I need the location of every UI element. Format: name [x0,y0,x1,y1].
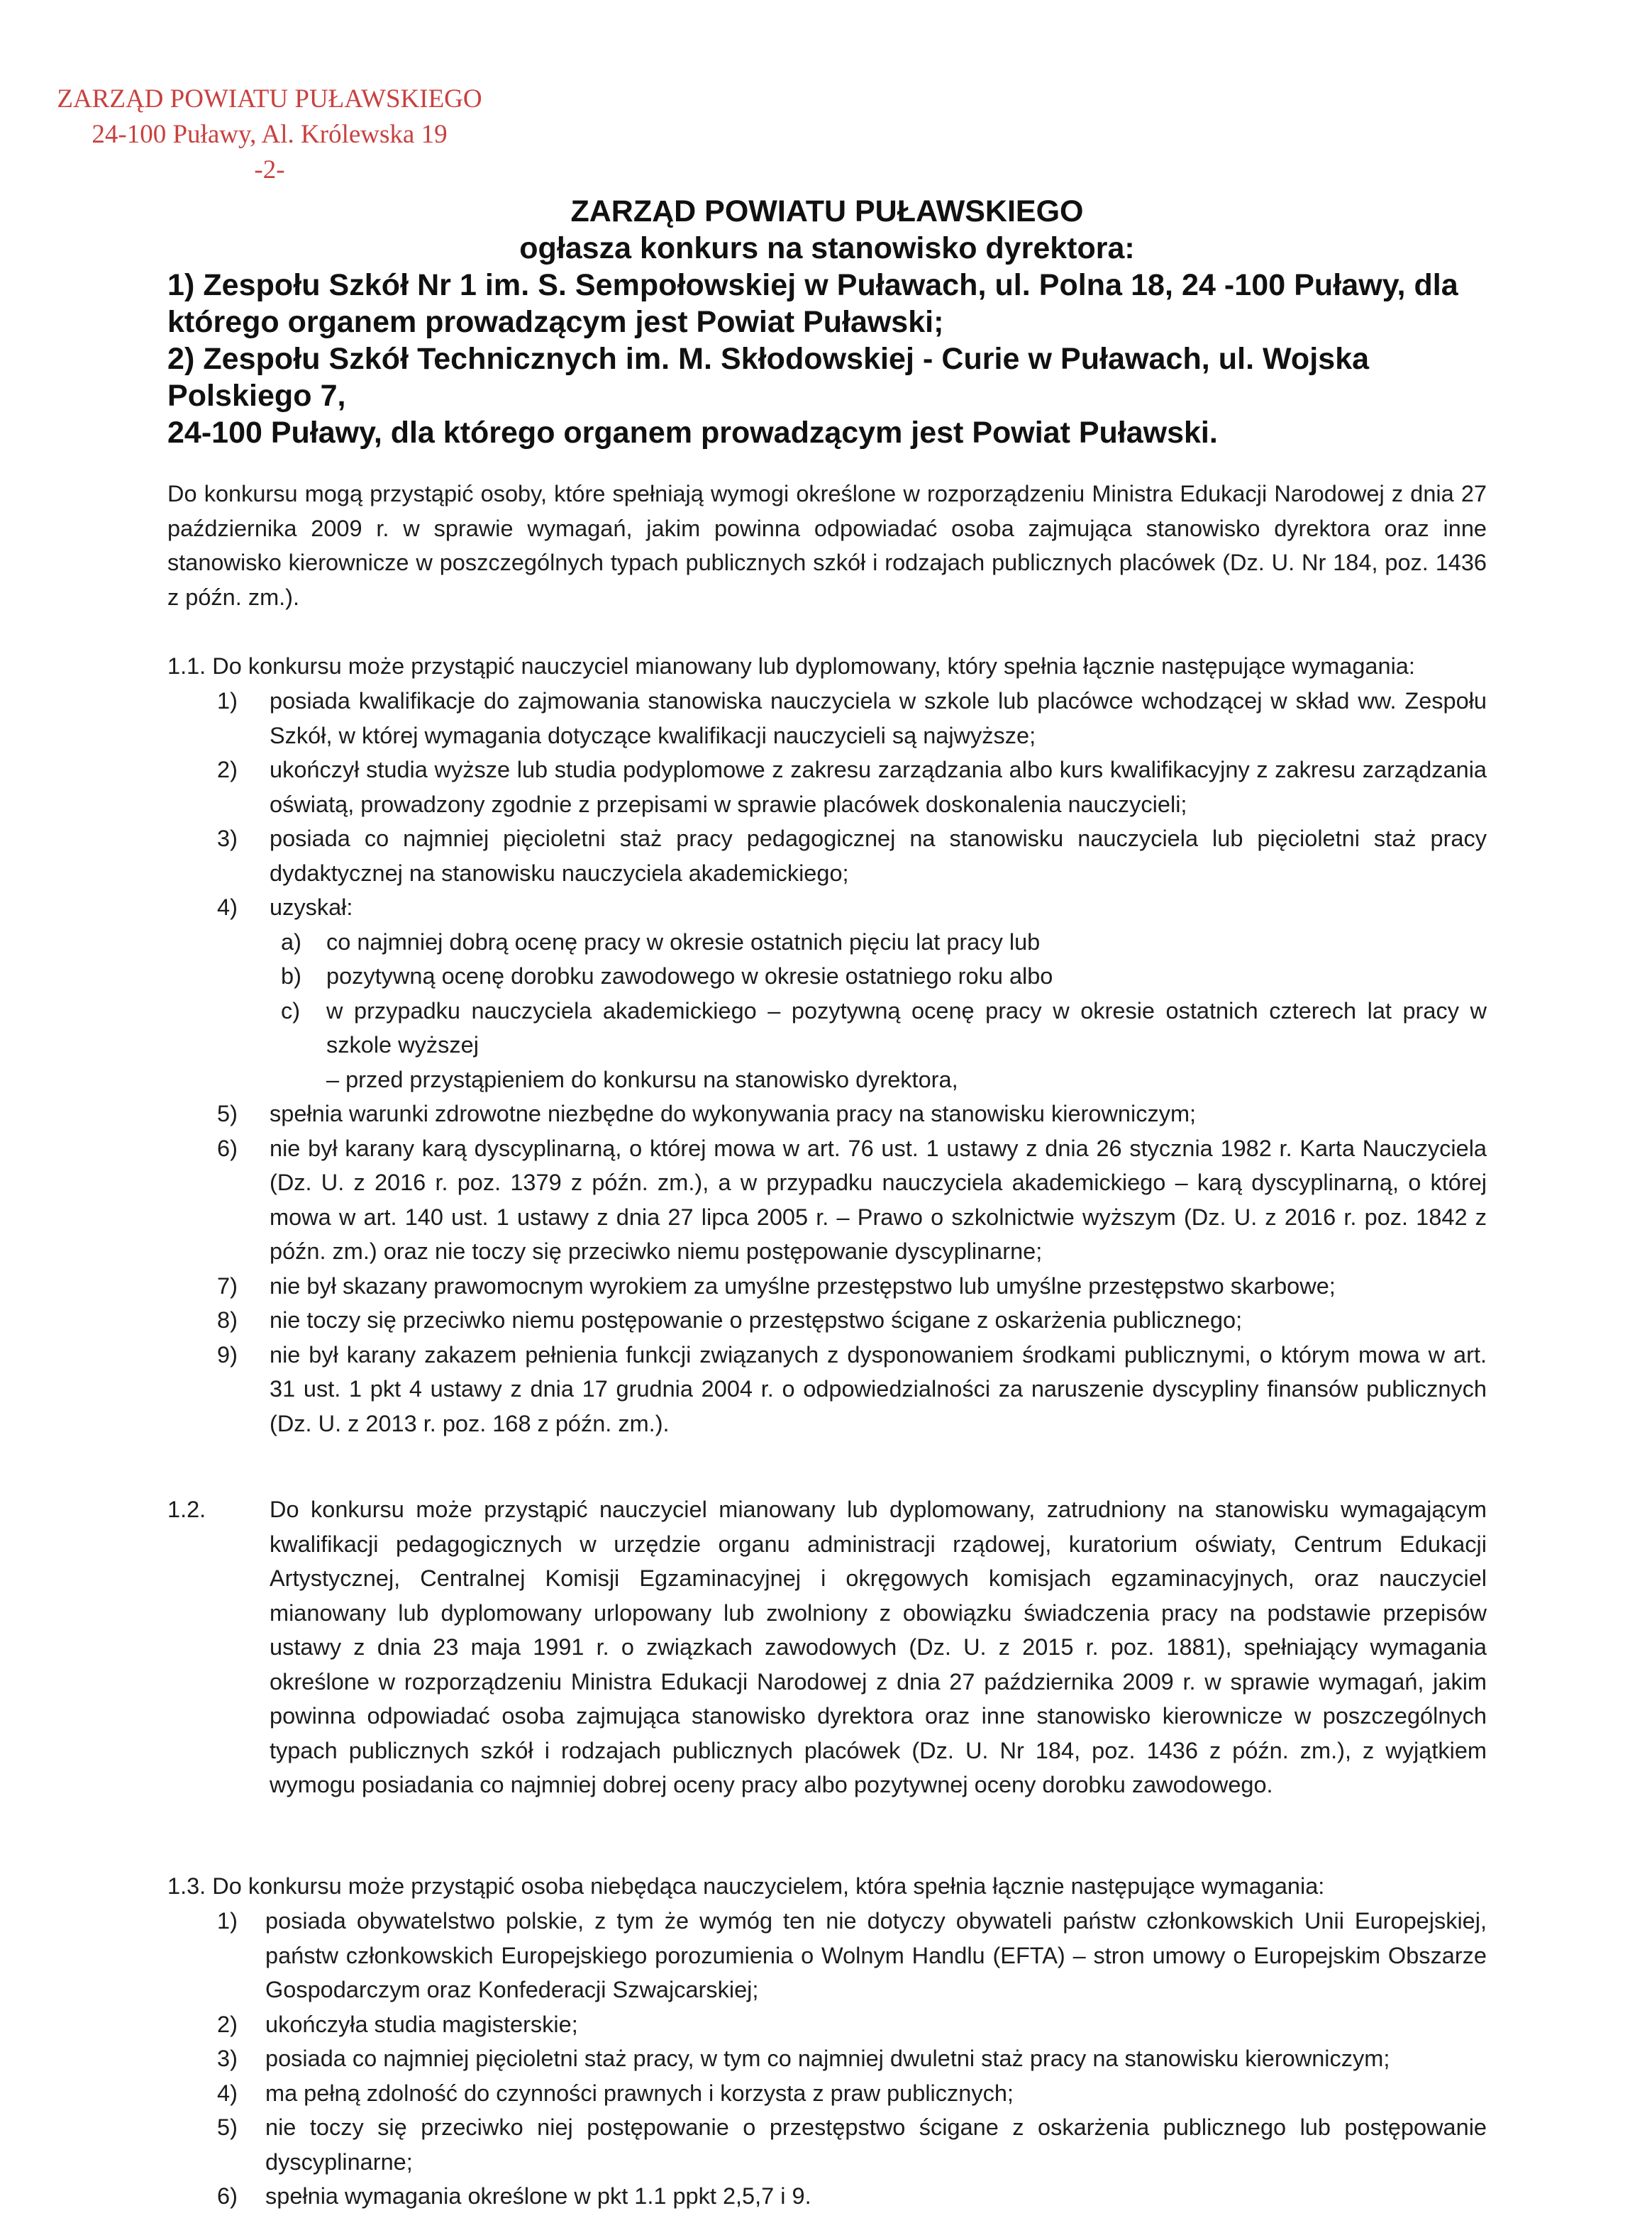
sublist-item: a) co najmniej dobrą ocenę pracy w okresie ostatnich pięciu lat pracy lub [281,928,1041,955]
list-item: 2) ukończył studia wyższe lub studia podyplomowe z zakresu zarządzania albo kurs kwalifikacyjny z zakresu zarządzania oświatą, prowadzony zgodnie z przepisami w sprawie placówek doskonalenia nauczycieli; [217,757,1487,817]
section-1-3-label: 1.3. [167,1873,206,1899]
list-item: 5) nie toczy się przeciwko niej postępowanie o przestępstwo ścigane z oskarżenia publicznego lub postępowanie dyscyplinarne; [217,2114,1487,2175]
section-1-3-intro [167,1869,1324,1904]
sublist-item: c) w przypadku nauczyciela akademickiego – pozytywną ocenę pracy w okresie ostatnich czterech lat pracy w szkole wyższej [281,997,1487,1058]
list-item: 5) spełnia warunki zdrowotne niezbędne do wykonywania pracy na stanowisku kierowniczym; [217,1101,1197,1126]
intro-text: Do konkursu mogą przystąpić osoby, które spełniają wymogi określone w rozporządzeniu Ministra Edukacji Narodowej z dnia 27 października 2009 r. w sprawie wymagań, jakim powinna odpowiadać osoba zajmująca stanowisko dyrektora oraz inne stanowisko kierownicze w poszczególnych typach publicznych szkół i rodzajach publicznych placówek (Dz. U. Nr 184, poz. 1436 z późn. zm.). [167,481,1487,610]
school-2-line-2: 24-100 Puławy, dla którego organem prowadzącym jest Powiat Puławski. [167,416,1218,450]
section-1-1-label: 1.1. [167,653,206,679]
office-stamp [35,82,504,188]
sublist-note: – przed przystąpieniem do konkursu na stanowisko dyrektora, [326,1066,958,1092]
list-item: 1) posiada obywatelstwo polskie, z tym że wymóg ten nie dotyczy obywateli państw członkowskich Unii Europejskiej, państw członkowskich Europejskiego porozumienia o Wolnym Handlu (EFTA) – stron umowy o Europejskim Obszarze Gospodarczym oraz Konfederacji Szwajcarskiej; [217,1908,1487,2002]
list-item: 8) nie toczy się przeciwko niemu postępowanie o przestępstwo ścigane z oskarżenia publicznego; [217,1307,1243,1333]
list-item: 9) nie był karany zakazem pełnienia funkcji związanych z dysponowaniem środkami publicznymi, o którym mowa w art. 31 ust. 1 pkt 4 ustawy z dnia 17 grudnia 2004 r. o odpowiedzialności za naruszenie dyscypliny finansów publicznych (Dz. U. z 2013 r. poz. 168 z późn. zm.). [217,1341,1487,1436]
list-item: 4) uzyskał: [217,894,353,920]
section-1-2-paragraph [167,1492,1487,1802]
stamp-page-number: -2- [254,155,285,184]
section-1-3-list [217,1904,1487,2214]
intro-paragraph [167,477,1487,614]
list-item: 6) nie był karany karą dyscyplinarną, o której mowa w art. 76 ust. 1 ustawy z dnia 26 stycznia 1982 r. Karta Nauczyciela (Dz. U. z 2016 r. poz. 1379 z późn. zm.), a w przypadku nauczyciela akademickiego – karą dyscyplinarną, o której mowa w art. 140 ust. 1 ustawy z dnia 27 lipca 2005 r. – Prawo o szkolnictwie wyższym (Dz. U. z 2016 r. poz. 1842 z późn. zm.) oraz nie toczy się przeciwko niemu postępowanie dyscyplinarne; [217,1135,1487,1264]
section-1-1-list [217,684,1487,1441]
section-1-1-intro [167,649,1415,684]
heading-subtitle: ogłasza konkurs na stanowisko dyrektora: [519,231,1135,265]
list-item: 3) posiada co najmniej pięcioletni staż pracy, w tym co najmniej dwuletni staż pracy na stanowisku kierowniczym; [217,2046,1390,2071]
stamp-line-2: 24-100 Puławy, Al. Królewska 19 [92,120,448,149]
list-item: 1) posiada kwalifikacje do zajmowania stanowiska nauczyciela w szkole lub placówce wchodzącej w skład ww. Zespołu Szkół, w której wymagania dotyczące kwalifikacji nauczycieli są najwyższe; [217,688,1487,748]
sublist [270,925,1487,1097]
list-item: 7) nie był skazany prawomocnym wyrokiem za umyślne przestępstwo lub umyślne przestępstwo skarbowe; [217,1273,1336,1299]
list-item: 3) posiada co najmniej pięcioletni staż pracy pedagogicznej na stanowisku nauczyciela lub pięcioletni staż pracy dydaktycznej na stanowisku nauczyciela akademickiego; [217,826,1487,886]
list-item: 4) ma pełną zdolność do czynności prawnych i korzysta z praw publicznych; [217,2080,1014,2106]
list-item: 6) spełnia wymagania określone w pkt 1.1 ppkt 2,5,7 i 9. [217,2183,811,2209]
stamp-line-1: ZARZĄD POWIATU PUŁAWSKIEGO [57,84,482,113]
section-1-3-text: Do konkursu może przystąpić osoba niebędąca nauczycielem, która spełnia łącznie następujące wymagania: [212,1873,1325,1899]
section-1-2-text: Do konkursu może przystąpić nauczyciel mianowany lub dyplomowany, zatrudniony na stanowisku wymagającym kwalifikacji pedagogicznych w urzędzie organu administracji rządowej, kuratorium oświaty, Centrum Edukacji Artystycznej, Centralnej Komisji Egzaminacyjnej i okręgowych komisjach egzaminacyjnych, oraz nauczyciel mianowany lub dyplomowany urlopowany lub zwolniony z obowiązku świadczenia pracy na podstawie przepisów ustawy z dnia 23 maja 1991 r. o związkach zawodowych (Dz. U. z 2015 r. poz. 1881), spełniający wymagania określone w rozporządzeniu Ministra Edukacji Narodowej z dnia 27 października 2009 r. w sprawie wymagań, jakim powinna odpowiadać osoba zajmująca stanowisko dyrektora oraz inne stanowisko kierownicze w poszczególnych typach publicznych szkół i rodzajach publicznych placówek (Dz. U. Nr 184, poz. 1436 z późn. zm.), z wyjątkiem wymogu posiadania co najmniej dobrej oceny pracy albo pozytywnej oceny dorobku zawodowego. [270,1497,1487,1797]
section-1-1-text: Do konkursu może przystąpić nauczyciel mianowany lub dyplomowany, który spełnia łącznie następujące wymagania: [212,653,1415,679]
section-1-2-label: 1.2. [167,1497,206,1522]
section-1-2 [167,1492,1487,1802]
sublist-item: b) pozytywną ocenę dorobku zawodowego w okresie ostatniego roku albo [281,963,1053,989]
school-1-line-1: 1) Zespołu Szkół Nr 1 im. S. Sempołowskiej w Puławach, ul. Polna 18, 24 -100 Puławy, dla [167,268,1458,302]
school-2-line-1: 2) Zespołu Szkół Technicznych im. M. Skłodowskiej - Curie w Puławach, ul. Wojska Polskiego 7, [167,342,1370,413]
list-item: 2) ukończyła studia magisterskie; [217,2011,578,2037]
announcement-heading [167,193,1487,451]
school-1-line-2: którego organem prowadzącym jest Powiat Puławski; [167,305,944,339]
heading-title: ZARZĄD POWIATU PUŁAWSKIEGO [570,194,1084,228]
